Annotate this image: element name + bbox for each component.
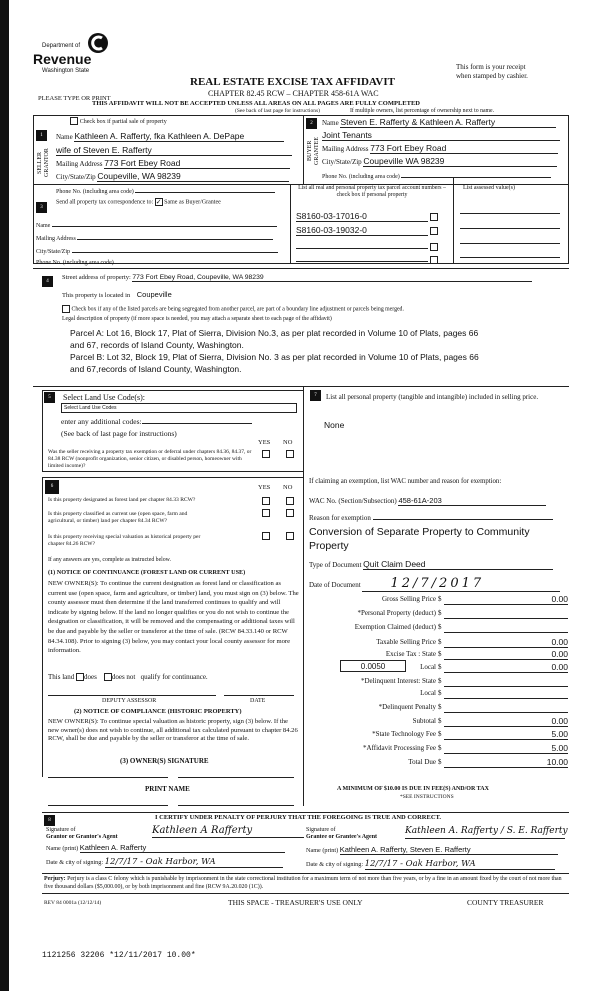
currency-symbol: $ xyxy=(438,689,442,697)
no-header: NO xyxy=(283,484,293,491)
see-back-note: (See back of last page for instructions) xyxy=(61,429,177,438)
assessed-value-field[interactable] xyxy=(460,243,560,244)
does-label: does xyxy=(84,673,97,681)
additional-codes-field[interactable] xyxy=(142,417,252,424)
tax-row-value[interactable] xyxy=(444,688,568,699)
grantor-name-field[interactable]: Kathleen A. Rafferty xyxy=(80,843,285,853)
seller-mail-field[interactable]: 773 Fort Ebey Road xyxy=(104,158,290,169)
additional-codes-label: enter any additional codes: xyxy=(61,417,142,426)
seller-phone-label: Phone No. (including area code) xyxy=(56,189,134,195)
corr-city-label: City/State/Zip xyxy=(36,249,70,255)
grantee-signature[interactable]: Kathleen A. Rafferty / S. E. Rafferty xyxy=(405,824,565,839)
located-field[interactable]: Coupeville xyxy=(136,290,172,299)
divider xyxy=(33,386,569,387)
corr-phone-field[interactable] xyxy=(115,257,267,264)
street-field[interactable]: 773 Fort Ebey Road, Coupeville, WA 98239 xyxy=(132,274,532,282)
tax-row xyxy=(310,689,568,701)
divider xyxy=(453,178,454,264)
forest-yes-checkbox[interactable] xyxy=(262,497,270,505)
same-as-buyer-label: Same as Buyer/Grantee xyxy=(164,199,221,206)
does-checkbox[interactable] xyxy=(76,673,84,681)
yes-header: YES xyxy=(258,484,271,491)
tax-row-value[interactable]: 0.00 xyxy=(444,637,568,648)
tax-row-value[interactable]: 0.00 xyxy=(444,716,568,727)
notice-continuance-title: (1) NOTICE OF CONTINUANCE (FOREST LAND OR CURRENT USE) xyxy=(48,569,246,576)
see-back: (See back of last page for instructions) xyxy=(235,108,320,114)
please-print: PLEASE TYPE OR PRINT xyxy=(38,95,111,102)
grantor-signature-label: Signature of Grantor or Grantor's Agent xyxy=(46,827,118,840)
land-use-label: Select Land Use Code(s): xyxy=(63,393,145,402)
print-name-line[interactable] xyxy=(48,805,168,806)
corr-mail-field[interactable] xyxy=(77,233,273,240)
scan-edge xyxy=(0,0,9,991)
tax-row xyxy=(310,744,568,756)
current-use-question: Is this property classified as current use (open space, farm and agricultural, or timber) land per chapter 84.34 RCW? xyxy=(48,511,188,524)
seller-name-field[interactable]: Kathleen A. Rafferty, fka Kathleen A. DePape xyxy=(74,131,284,142)
dor-swirl-icon xyxy=(86,30,108,56)
seller-phone-field[interactable] xyxy=(135,186,275,193)
buyer-city-field[interactable]: Coupeville WA 98239 xyxy=(363,156,557,167)
date-line[interactable] xyxy=(224,695,294,696)
corr-mail-label: Mailing Address xyxy=(36,236,76,242)
reason-label: Reason for exemption xyxy=(309,514,371,522)
tax-row xyxy=(310,703,568,715)
currency-symbol: $ xyxy=(438,609,442,617)
cashier-receipt-stamp: 1121256 32206 *12/11/2017 10.00* xyxy=(42,951,196,960)
parcels-header: List all real and personal property tax parcel account numbers – check box if personal property xyxy=(298,185,446,198)
parcel-number-field[interactable]: S8160-03-17016-0 xyxy=(296,211,428,222)
deputy-assessor-line[interactable] xyxy=(48,695,216,696)
corr-name-label: Name xyxy=(36,223,51,229)
tax-row xyxy=(310,717,568,729)
divider xyxy=(290,184,291,264)
currency-symbol: $ xyxy=(438,677,442,685)
yes-header: YES xyxy=(258,439,271,446)
partial-sale-label: Check box if partial sale of property xyxy=(79,119,167,125)
minimum-due-note: A MINIMUM OF $10.00 IS DUE IN FEE(S) AND/OR TAX xyxy=(337,786,489,792)
divider xyxy=(33,268,569,269)
tax-row-label: Exemption Claimed (deduct) xyxy=(354,623,436,631)
historic-yes-checkbox[interactable] xyxy=(262,532,270,540)
buyer-mail-field[interactable]: 773 Fort Ebey Road xyxy=(370,143,558,154)
currency-symbol: $ xyxy=(438,744,442,752)
exemption-question: Was the seller receiving a property tax exemption or deferral under chapters 84.36, 84.37, or 84.38 RCW (nonprofit organization, senior citizen, or disabled person, homeowner with limited income)? xyxy=(48,449,252,469)
grantee-name-field[interactable]: Kathleen A. Rafferty, Steven E. Rafferty xyxy=(340,845,558,855)
if-yes-note: If any answers are yes, complete as instructed below. xyxy=(48,557,171,563)
forest-question: Is this property designated as forest land per chapter 84.33 RCW? xyxy=(48,497,196,503)
tax-row-label: *Delinquent Penalty xyxy=(378,703,436,711)
treasurer-use-label: THIS SPACE - TREASURER'S USE ONLY xyxy=(228,898,363,907)
street-label: Street address of property: xyxy=(62,274,131,281)
buyer-city-label: City/State/Zip xyxy=(322,158,362,166)
tax-row-label: *Delinquent Interest: State xyxy=(360,677,436,685)
multiple-owners-note: If multiple owners, list percentage of ownership next to name. xyxy=(350,108,495,114)
grantor-signature[interactable]: Kathleen A Rafferty xyxy=(152,824,304,838)
personal-property-checkbox[interactable] xyxy=(430,256,438,264)
tax-row-value[interactable]: 5.00 xyxy=(444,743,568,754)
owner-signature-title: (3) OWNER(S) SIGNATURE xyxy=(120,757,209,765)
corr-city-field[interactable] xyxy=(72,246,278,253)
see-instructions: *SEE INSTRUCTIONS xyxy=(400,794,454,800)
tax-row-value[interactable]: 0.00 xyxy=(444,649,568,660)
tax-row-label: Total Due xyxy=(408,758,436,766)
legal-label: Legal description of property (if more space is needed, you may attach a separate sheet to each page of the affidavit) xyxy=(62,316,332,322)
logo-line3: Washington State xyxy=(42,68,90,74)
currency-symbol: $ xyxy=(438,663,442,671)
corr-name-field[interactable] xyxy=(52,220,277,227)
tax-row-value[interactable]: 0.00 xyxy=(444,662,568,673)
section-4-number: 4 xyxy=(42,276,53,287)
currency-symbol: $ xyxy=(438,758,442,766)
grantor-date-label: Date & city of signing: xyxy=(46,859,104,866)
reason-line xyxy=(373,513,553,520)
tax-row xyxy=(310,595,568,607)
tax-row-label: *Personal Property (deduct) xyxy=(357,609,436,617)
county-treasurer-label: COUNTY TREASURER xyxy=(467,898,544,907)
logo-line2: Revenue xyxy=(33,51,92,67)
personal-property-label: List all personal property (tangible and intangible) included in selling price. xyxy=(326,393,539,401)
assessed-value-field[interactable] xyxy=(460,228,560,229)
deputy-assessor-label: DEPUTY ASSESSOR xyxy=(102,698,157,704)
legal-line: Parcel A: Lot 16, Block 17, Plat of Sierra, Division No.3, as per plat recorded in Volume 10 of Plats, pages 66 xyxy=(70,328,479,338)
currency-symbol: $ xyxy=(438,638,442,646)
reason-field[interactable]: Conversion of Separate Property to Community Property xyxy=(309,526,530,552)
tax-row-value[interactable]: 10.00 xyxy=(444,757,568,768)
segregated-checkbox[interactable] xyxy=(62,305,70,313)
seller-side-label: SELLER GRANTOR xyxy=(37,148,50,178)
currency-symbol: $ xyxy=(438,717,442,725)
does-not-label: does not xyxy=(111,673,136,681)
assessed-value-field[interactable] xyxy=(460,213,560,214)
divider xyxy=(42,812,569,813)
receipt-note-2: when stamped by cashier. xyxy=(456,72,528,80)
no-header: NO xyxy=(283,439,293,446)
seller-mail-label: Mailing Address xyxy=(56,160,103,168)
tax-row xyxy=(310,758,568,770)
tax-row-label: *State Technology Fee xyxy=(372,730,436,738)
buyer-phone-label: Phone No. (including area code) xyxy=(322,174,400,180)
personal-property-checkbox[interactable] xyxy=(430,227,438,235)
currency-symbol: $ xyxy=(438,650,442,658)
divider xyxy=(42,873,569,874)
tax-row-label: Excise Tax : State xyxy=(385,650,436,658)
section-1-number: 1 xyxy=(36,130,47,141)
print-name-line[interactable] xyxy=(178,805,294,806)
buyer-phone-field[interactable] xyxy=(401,171,551,178)
forest-no-checkbox[interactable] xyxy=(286,497,294,505)
currency-symbol: $ xyxy=(438,595,442,603)
wac-field[interactable]: 458-61A-203 xyxy=(398,496,546,506)
currency-symbol: $ xyxy=(438,623,442,631)
tax-row-label: *Affidavit Processing Fee xyxy=(363,744,436,752)
segregated-label: Check box if any of the listed parcels are being segregated from another parcel, are part of a boundary line adjustment or parcels being merged. xyxy=(71,306,404,313)
personal-property-value[interactable]: None xyxy=(324,420,345,430)
this-land-label: This land xyxy=(48,673,75,681)
correspondence-label: Send all property tax correspondence to: xyxy=(56,199,154,206)
legal-line: and 67,records of Island County, Washington. xyxy=(70,364,242,374)
same-as-buyer-checkbox[interactable]: ✓ xyxy=(155,198,162,206)
partial-sale-checkbox[interactable] xyxy=(70,117,167,125)
historic-question: Is this property receiving special valuation as historical property per chapter 84.26 RCW? xyxy=(48,534,201,547)
exemption-intro: If claiming an exemption, list WAC number and reason for exemption: xyxy=(309,478,502,485)
perjury-notice: Perjury: Perjury is a class C felony which is punishable by imprisonment in the state correctional institution for a maximum term of not more than five years, or by a fine in an amount fixed by the court of not more than five thousand dollars ($5,000.00), or by both imprisonment and fine (RCW 9A.20.020 (1C)). xyxy=(44,876,562,890)
tax-row-value[interactable]: 5.00 xyxy=(444,729,568,740)
buyer-name2-field[interactable]: Joint Tenants xyxy=(322,130,560,141)
tax-row-value[interactable] xyxy=(444,622,568,633)
tax-row-label: Subtotal xyxy=(412,717,436,725)
exemption-yes-checkbox[interactable] xyxy=(262,450,270,458)
tax-row-label: Taxable Selling Price xyxy=(376,638,436,646)
currency-symbol: $ xyxy=(438,703,442,711)
tax-row-value[interactable] xyxy=(444,608,568,619)
wac-label: WAC No. (Section/Subsection) xyxy=(309,497,397,505)
grantor-name-label: Name (print) xyxy=(46,845,79,852)
buyer-side-label: BUYER GRANTEE xyxy=(307,137,320,165)
notice-continuance-body: NEW OWNER(S): To continue the current designation as forest land or classification as current use (open space, farm and agriculture, or timber) land, you must sign on (3) below. The county assessor must then determine if the land transferred continues to qualify and will indicate by signing below. If the land no longer qualifies or you do not wish to continue the designation or classification, it will be removed and the compensating or additional taxes will be due and payable by the seller or transferor at the time of sale. (RCW 84.33.140 or RCW 84.34.108). Prior to signing (3) below, you may contact your local county assessor for more information. xyxy=(48,580,299,655)
receipt-note-1: This form is your receipt xyxy=(456,63,526,71)
tax-row-label: Gross Selling Price xyxy=(381,595,436,603)
notice-compliance-body: NEW OWNER(S): To continue special valuation as historic property, sign (3) below. If the new owner(s) does not wish to continue, all additional tax calculated pursuant to chapter 84.26 RCW, shall be due and payable by the seller or transferor at the time of sale. xyxy=(48,718,298,742)
form-title: REAL ESTATE EXCISE TAX AFFIDAVIT xyxy=(190,76,395,88)
grantee-signature-label: Signature of Grantee or Grantee's Agent xyxy=(306,827,378,840)
current-use-no-checkbox[interactable] xyxy=(286,509,294,517)
grantee-date-label: Date & city of signing: xyxy=(306,861,364,868)
owner-signature-line[interactable] xyxy=(178,777,294,778)
section-6-number: 6 xyxy=(45,480,59,494)
assessed-values-header: List assessed value(s) xyxy=(463,185,515,191)
notice-compliance-title: (2) NOTICE OF COMPLIANCE (HISTORIC PROPERTY) xyxy=(74,708,242,715)
grantee-name-label: Name (print) xyxy=(306,847,339,854)
tax-row-label: Local xyxy=(420,689,436,697)
seller-name2-field[interactable]: wife of Steven E. Rafferty xyxy=(56,145,292,156)
section-8-number: 8 xyxy=(44,815,55,826)
located-label: This property is located in xyxy=(62,292,131,299)
buyer-name-label: Name xyxy=(322,119,339,127)
buyer-mail-label: Mailing Address xyxy=(322,145,369,153)
parcel-number-field[interactable]: S8160-03-19032-0 xyxy=(296,225,428,236)
land-use-select[interactable]: Select Land Use Codes xyxy=(61,403,297,413)
section-2-number: 2 xyxy=(306,118,317,129)
tax-row-value[interactable] xyxy=(444,702,568,713)
parcel-number-field[interactable] xyxy=(296,239,428,249)
doc-type-field[interactable]: Quit Claim Deed xyxy=(363,559,553,570)
legal-line: and 67, records of Island County, Washington. xyxy=(70,340,244,350)
doc-date-field[interactable]: 12/7/2017 xyxy=(362,576,560,592)
currency-symbol: $ xyxy=(438,730,442,738)
tax-row xyxy=(310,623,568,635)
logo-line1: Department of xyxy=(42,43,81,49)
section-7-number: 7 xyxy=(310,390,321,401)
buyer-name-field[interactable]: Steven E. Rafferty & Kathleen A. Rafferty xyxy=(340,117,556,128)
legal-line: Parcel B: Lot 32, Block 19, Plat of Sierra, Division No. 3 as per plat recorded in Volume 10 of Plats, pages 66 xyxy=(70,352,479,362)
tax-row-label: Local xyxy=(420,663,436,671)
form-number: REV 84 0001a (12/12/14) xyxy=(44,900,102,906)
current-use-yes-checkbox[interactable] xyxy=(262,509,270,517)
doc-type-label: Type of Document xyxy=(309,561,362,569)
local-rate-field[interactable]: 0.0050 xyxy=(340,660,406,672)
certify-statement: I CERTIFY UNDER PENALTY OF PERJURY THAT THE FOREGOING IS TRUE AND CORRECT. xyxy=(155,814,442,821)
doc-date-label: Date of Document xyxy=(309,581,361,589)
assessed-value-field[interactable] xyxy=(460,257,560,258)
section-5-number: 5 xyxy=(44,392,55,403)
divider xyxy=(303,115,304,184)
tax-row xyxy=(310,609,568,621)
qualify-label: qualify for continuance. xyxy=(140,673,208,681)
print-name-label: PRINT NAME xyxy=(145,785,190,793)
seller-city-field[interactable]: Coupeville, WA 98239 xyxy=(97,171,289,182)
tax-row xyxy=(310,730,568,742)
historic-no-checkbox[interactable] xyxy=(286,532,294,540)
personal-property-checkbox[interactable] xyxy=(430,213,438,221)
does-not-checkbox[interactable] xyxy=(104,673,112,681)
parcel-number-field[interactable] xyxy=(296,252,428,262)
corr-phone-label: Phone No. (including area code) xyxy=(36,260,114,266)
date-label: DATE xyxy=(250,698,266,704)
personal-property-checkbox[interactable] xyxy=(430,243,438,251)
grantee-date-field[interactable]: 12/7/17 - Oak Harbor, WA xyxy=(365,859,555,870)
grantor-date-field[interactable]: 12/7/17 - Oak Harbor, WA xyxy=(105,857,283,868)
section-3-number: 3 xyxy=(36,202,47,213)
exemption-no-checkbox[interactable] xyxy=(286,450,294,458)
seller-city-label: City/State/Zip xyxy=(56,173,96,181)
seller-name-label: Name xyxy=(56,133,73,141)
divider xyxy=(42,893,569,894)
tax-row-value[interactable] xyxy=(444,676,568,687)
tax-row-value[interactable]: 0.00 xyxy=(444,594,568,605)
chapter: CHAPTER 82.45 RCW – CHAPTER 458-61A WAC xyxy=(208,89,379,98)
owner-signature-line[interactable] xyxy=(48,777,168,778)
warning: THIS AFFIDAVIT WILL NOT BE ACCEPTED UNLESS ALL AREAS ON ALL PAGES ARE FULLY COMPLETED xyxy=(92,100,420,107)
